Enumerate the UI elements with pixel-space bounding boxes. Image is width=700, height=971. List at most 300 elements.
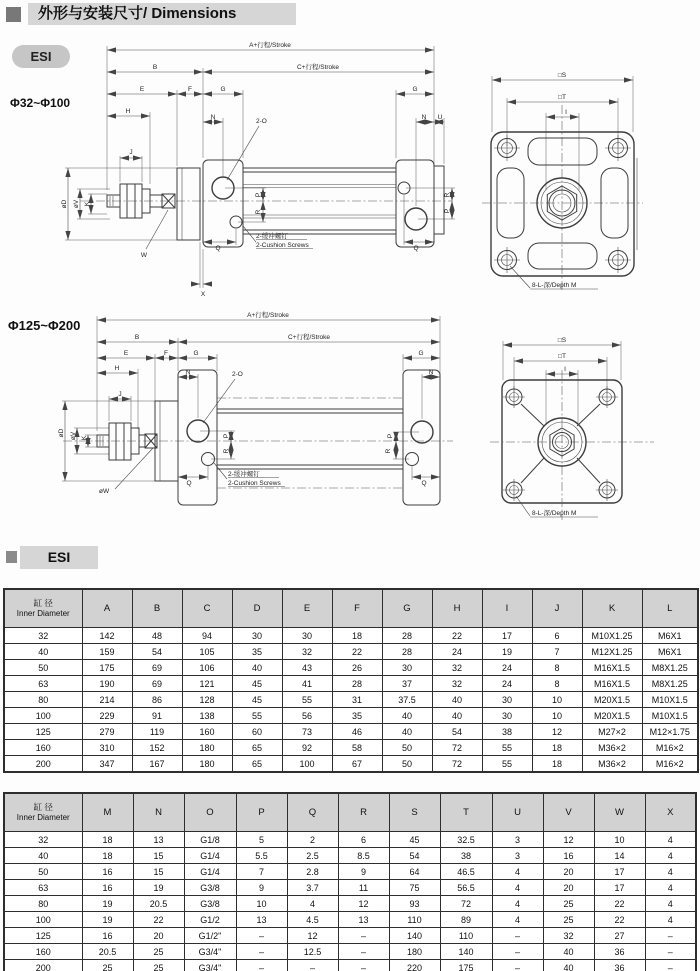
dimension-cell: 55: [232, 708, 282, 724]
dimension-cell: 40: [232, 660, 282, 676]
dimension-cell: M36×2: [582, 740, 642, 756]
cushion-note-cn: 2-缓冲螺钉: [256, 233, 288, 240]
dimension-cell: 32: [432, 660, 482, 676]
inner-diameter-cell: 63: [4, 676, 82, 692]
dim-label-r: R: [223, 448, 230, 454]
dimension-cell: –: [338, 960, 389, 971]
inner-diameter-cell: 160: [4, 740, 82, 756]
dimension-cell: 40: [382, 724, 432, 740]
dimension-cell: 28: [332, 676, 382, 692]
dimension-cell: 38: [440, 848, 492, 864]
dimension-cell: 16: [82, 928, 133, 944]
dimension-cell: 26: [332, 660, 382, 676]
dim-label-ow: øW: [99, 488, 110, 495]
cushion-note-cn: 2-缓冲螺钉: [228, 471, 260, 478]
dimension-cell: 32.5: [440, 832, 492, 848]
dim-label-q: Q: [186, 480, 192, 487]
dimension-cell: 10: [532, 692, 582, 708]
column-header: J: [532, 589, 582, 628]
table-row: [4, 960, 696, 971]
dimension-cell: 41: [282, 676, 332, 692]
page-title: 外形与安装尺寸/ Dimensions: [28, 3, 296, 25]
section-title-esi: ESI: [20, 546, 98, 569]
dimension-cell: 10: [532, 708, 582, 724]
dimension-cell: 37.5: [382, 692, 432, 708]
dimension-cell: 229: [82, 708, 132, 724]
dimension-cell: 54: [389, 848, 440, 864]
table-row: [4, 724, 698, 740]
inner-diameter-cell: 80: [4, 896, 82, 912]
dimension-cell: 45: [232, 676, 282, 692]
dimension-cell: –: [236, 944, 287, 960]
dimension-cell: 93: [389, 896, 440, 912]
dimension-cell: 50: [382, 740, 432, 756]
table-row: [4, 740, 698, 756]
column-header: U: [492, 793, 543, 832]
column-header: N: [133, 793, 184, 832]
dimension-cell: G3/4": [184, 944, 236, 960]
dim-label-a-stroke: A+行程/Stroke: [247, 312, 289, 319]
inner-diameter-cell: 200: [4, 960, 82, 971]
dimension-cell: M16X1.5: [582, 660, 642, 676]
dimension-cell: 32: [432, 676, 482, 692]
col-inner-diameter: [4, 589, 82, 628]
dimension-cell: 55: [482, 756, 532, 773]
column-header: E: [282, 589, 332, 628]
flange-outline: [482, 105, 643, 290]
dimension-cell: 310: [82, 740, 132, 756]
flange-body: [491, 132, 634, 276]
inner-diameter-cell: 125: [4, 724, 82, 740]
dimension-cell: –: [645, 944, 696, 960]
dimension-cell: 180: [389, 944, 440, 960]
cushion-note-en: 2-Cushion Screws: [228, 480, 281, 487]
rib-diagonals: [521, 404, 600, 483]
dim-label-g2: G: [412, 86, 418, 93]
rear-end-cap: [396, 160, 434, 247]
column-header: C: [182, 589, 232, 628]
dimension-cell: 9: [236, 880, 287, 896]
dim-label-p: P: [255, 192, 262, 198]
dim-label-n: N: [210, 114, 216, 121]
dimension-cell: 24: [482, 660, 532, 676]
dimension-cell: 40: [432, 708, 482, 724]
dimension-cell: M10X1.25: [582, 628, 642, 644]
inner-diameter-en: Inner Diameter: [16, 608, 70, 618]
dimension-cell: –: [492, 960, 543, 971]
inner-diameter-cell: 50: [4, 864, 82, 880]
table-row: [4, 864, 696, 880]
dimension-cell: G1/2": [184, 928, 236, 944]
dimension-cell: 4: [492, 880, 543, 896]
dim-label-i: I: [564, 366, 566, 373]
column-header: M: [82, 793, 133, 832]
col-inner-diameter: [4, 793, 82, 832]
dimension-cell: –: [645, 960, 696, 971]
dimension-cell: 25: [543, 896, 594, 912]
table-row: [4, 692, 698, 708]
dimension-cell: G1/2: [184, 912, 236, 928]
dimension-cell: 13: [338, 912, 389, 928]
side-view-drawing-small: [60, 38, 460, 303]
dimension-cell: M8X1.25: [642, 676, 698, 692]
dimension-cell: 119: [132, 724, 182, 740]
dimension-cell: 167: [132, 756, 182, 773]
dimension-cell: –: [287, 960, 338, 971]
column-header: G: [382, 589, 432, 628]
dimension-cell: 19: [82, 896, 133, 912]
table-row: [4, 912, 696, 928]
dimension-cell: 86: [132, 692, 182, 708]
dimension-cell: 15: [133, 864, 184, 880]
dimension-cell: 12: [338, 896, 389, 912]
header-row: [4, 589, 698, 628]
dim-label-q2: Q: [413, 245, 419, 252]
rod-nut: [109, 423, 131, 460]
dimension-cell: 89: [440, 912, 492, 928]
dim-label-n: N: [185, 369, 191, 376]
column-header: D: [232, 589, 282, 628]
range-label-large: Φ125~Φ200: [8, 318, 81, 333]
inner-diameter-en: Inner Diameter: [16, 812, 70, 822]
dimension-cell: 18: [82, 848, 133, 864]
table-row: [4, 928, 696, 944]
dimension-cell: 48: [132, 628, 182, 644]
dimension-cell: 110: [440, 928, 492, 944]
dimension-cell: 13: [133, 832, 184, 848]
dimension-cell: 10: [594, 832, 645, 848]
inner-diameter-cell: 32: [4, 628, 82, 644]
dim-label-g: G: [220, 86, 226, 93]
dim-label-r2: R: [385, 448, 392, 454]
dimension-cell: 106: [182, 660, 232, 676]
dimension-cell: 25: [133, 960, 184, 971]
dimension-cell: M16×2: [642, 756, 698, 773]
dimension-cell: 8: [532, 660, 582, 676]
dimension-cell: 69: [132, 676, 182, 692]
dimension-cell: 24: [482, 676, 532, 692]
inner-diameter-cell: 50: [4, 660, 82, 676]
dimension-cell: 7: [236, 864, 287, 880]
table-row: [4, 880, 696, 896]
dimension-cell: 110: [389, 912, 440, 928]
dimension-labels: [61, 40, 451, 298]
table-row: [4, 660, 698, 676]
thread-depth-note: 8-L-深/Depth M: [532, 282, 577, 289]
dimension-cell: 69: [132, 660, 182, 676]
column-header: F: [332, 589, 382, 628]
dim-label-j: J: [129, 149, 133, 156]
dimension-labels: [58, 310, 434, 495]
dimension-cell: 180: [182, 740, 232, 756]
dimension-cell: 65: [232, 740, 282, 756]
dim-label-i: I: [565, 109, 567, 116]
dimension-cell: G1/4: [184, 864, 236, 880]
dimension-cell: 14: [594, 848, 645, 864]
column-header: T: [440, 793, 492, 832]
dimension-cell: 5: [236, 832, 287, 848]
inner-diameter-cell: 100: [4, 708, 82, 724]
dimension-cell: G1/8: [184, 832, 236, 848]
dimension-cell: 142: [82, 628, 132, 644]
thread-depth-note: 8-L-深/Depth M: [532, 510, 577, 517]
dimension-cell: 54: [432, 724, 482, 740]
dimension-cell: 28: [382, 644, 432, 660]
dimension-cell: 35: [232, 644, 282, 660]
column-header: H: [432, 589, 482, 628]
dimension-cell: 8.5: [338, 848, 389, 864]
dimension-cell: 12: [532, 724, 582, 740]
dimension-cell: 64: [389, 864, 440, 880]
dimension-cell: 3: [492, 848, 543, 864]
inner-diameter-cell: 200: [4, 756, 82, 773]
dim-label-j: J: [118, 391, 122, 398]
dimension-cell: G3/8: [184, 896, 236, 912]
dimension-cell: 46: [332, 724, 382, 740]
dim-label-ov: øV: [70, 431, 77, 441]
dimension-cell: 347: [82, 756, 132, 773]
dimension-cell: 72: [432, 756, 482, 773]
dimension-cell: 16: [543, 848, 594, 864]
dimension-cell: G3/8: [184, 880, 236, 896]
dimension-cell: 30: [232, 628, 282, 644]
flange-outline: [490, 370, 654, 520]
dimension-cell: 22: [594, 912, 645, 928]
dimension-cell: 75: [389, 880, 440, 896]
dimension-cell: 12: [287, 928, 338, 944]
series-badge: ESI: [12, 45, 70, 68]
dimension-cell: 4: [645, 912, 696, 928]
dimension-cell: 56.5: [440, 880, 492, 896]
dim-label-square-s: □S: [557, 72, 567, 79]
dim-label-g: G: [193, 350, 199, 357]
dimension-cell: –: [236, 928, 287, 944]
dimension-cell: 37: [382, 676, 432, 692]
dimension-cell: M12X1.25: [582, 644, 642, 660]
dimension-cell: 45: [389, 832, 440, 848]
table-row: [4, 708, 698, 724]
rear-plate: [434, 166, 444, 234]
dimension-cell: 17: [482, 628, 532, 644]
dimension-cell: 2: [287, 832, 338, 848]
dimension-table-a-l: [3, 588, 699, 773]
table-row: [4, 676, 698, 692]
dimension-cell: 67: [332, 756, 382, 773]
dimension-cell: 16: [82, 864, 133, 880]
dim-label-q2: Q: [421, 480, 427, 487]
column-header: X: [645, 793, 696, 832]
dim-label-p2: P: [444, 208, 451, 214]
dimension-cell: 12: [543, 832, 594, 848]
dim-label-w: W: [140, 252, 148, 259]
dimension-cell: 15: [133, 848, 184, 864]
extension-lines: [62, 316, 440, 481]
dimension-cell: 40: [543, 960, 594, 971]
range-label-small: Φ32~Φ100: [10, 96, 71, 110]
dimension-cell: 3.7: [287, 880, 338, 896]
dimension-cell: 2.5: [287, 848, 338, 864]
dimension-cell: 43: [282, 660, 332, 676]
inner-diameter-cell: 32: [4, 832, 82, 848]
column-header: P: [236, 793, 287, 832]
dim-label-square-t: □T: [558, 94, 566, 101]
dimension-cell: 72: [432, 740, 482, 756]
mounting-flange: [177, 168, 200, 240]
dimension-cell: M16×2: [642, 740, 698, 756]
inner-diameter-cell: 100: [4, 912, 82, 928]
header-row: [4, 793, 696, 832]
dimension-cell: 22: [432, 628, 482, 644]
dimension-cell: 140: [389, 928, 440, 944]
dimension-cell: 4: [492, 864, 543, 880]
dimension-cell: 100: [282, 756, 332, 773]
dim-label-a-stroke: A+行程/Stroke: [249, 42, 291, 49]
dimension-cell: G3/4": [184, 960, 236, 971]
dimension-cell: –: [645, 928, 696, 944]
dimension-cell: 92: [282, 740, 332, 756]
dimension-cell: 65: [232, 756, 282, 773]
dimension-cell: 45: [232, 692, 282, 708]
dimension-cell: 73: [282, 724, 332, 740]
inner-diameter-cell: 40: [4, 848, 82, 864]
dimension-cell: 36: [594, 960, 645, 971]
dimension-cell: 175: [440, 960, 492, 971]
dimension-cell: M12×1.75: [642, 724, 698, 740]
dimension-cell: 38: [482, 724, 532, 740]
dimension-cell: 28: [382, 628, 432, 644]
dimension-cell: M20X1.5: [582, 708, 642, 724]
column-header: R: [338, 793, 389, 832]
dim-label-od: øD: [58, 428, 65, 438]
dim-label-c-stroke: C+行程/Stroke: [296, 64, 340, 71]
dimension-cell: 10: [236, 896, 287, 912]
dimension-cell: 50: [382, 756, 432, 773]
dimension-cell: –: [492, 944, 543, 960]
dim-label-e: E: [123, 350, 129, 357]
dimension-cell: 31: [332, 692, 382, 708]
dimension-cell: 94: [182, 628, 232, 644]
inner-diameter-cell: 125: [4, 928, 82, 944]
dim-label-k: K: [81, 435, 88, 441]
dimension-cell: 4.5: [287, 912, 338, 928]
dim-label-n2: N: [428, 369, 434, 376]
dimension-cell: 19: [133, 880, 184, 896]
port-callout: 2-O: [232, 371, 243, 378]
dim-label-h: H: [114, 365, 120, 372]
side-view-drawing-large: [55, 305, 460, 540]
dimension-cell: 55: [482, 740, 532, 756]
dimension-labels: [516, 337, 598, 517]
dimension-cell: 17: [594, 880, 645, 896]
dimension-cell: 159: [82, 644, 132, 660]
dimension-cell: 17: [594, 864, 645, 880]
dimension-cell: G1/4: [184, 848, 236, 864]
dimension-cell: 121: [182, 676, 232, 692]
section-bullet-2: [6, 551, 17, 563]
dimension-cell: M20X1.5: [582, 692, 642, 708]
column-header: B: [132, 589, 182, 628]
dimension-cell: 40: [432, 692, 482, 708]
dimension-cell: 18: [532, 756, 582, 773]
dimension-cell: 13: [236, 912, 287, 928]
corner-bolt-holes: [503, 386, 618, 501]
dimension-cell: 72: [440, 896, 492, 912]
dimension-cell: 7: [532, 644, 582, 660]
dimension-cell: 4: [287, 896, 338, 912]
dimension-cell: 54: [132, 644, 182, 660]
dimension-cell: 22: [594, 896, 645, 912]
dimension-cell: 4: [492, 896, 543, 912]
dim-label-c-stroke: C+行程/Stroke: [287, 334, 331, 341]
dimension-cell: M6X1: [642, 644, 698, 660]
table-body: [4, 832, 696, 971]
dimension-lines: [65, 320, 440, 489]
dimension-cell: 18: [532, 740, 582, 756]
dimension-cell: 16: [82, 880, 133, 896]
dimension-cell: 6: [532, 628, 582, 644]
dimension-cell: 30: [282, 628, 332, 644]
dimension-cell: 2.8: [287, 864, 338, 880]
column-header: Q: [287, 793, 338, 832]
dimension-cell: M16X1.5: [582, 676, 642, 692]
dimension-cell: 160: [182, 724, 232, 740]
dimension-cell: 279: [82, 724, 132, 740]
dimension-cell: M36×2: [582, 756, 642, 773]
dimension-cell: 19: [482, 644, 532, 660]
dimension-cell: 60: [232, 724, 282, 740]
column-header: K: [582, 589, 642, 628]
table-row: [4, 944, 696, 960]
inner-diameter-cell: 160: [4, 944, 82, 960]
relief-slots: [497, 138, 628, 269]
dimension-cell: 18: [82, 832, 133, 848]
dim-label-od: øD: [61, 199, 68, 209]
dimension-cell: 138: [182, 708, 232, 724]
dimension-cell: 9: [338, 864, 389, 880]
dimension-cell: 3: [492, 832, 543, 848]
dimension-cell: 91: [132, 708, 182, 724]
column-header: O: [184, 793, 236, 832]
front-view-drawing-small: [480, 50, 660, 305]
dimension-cell: 19: [82, 912, 133, 928]
column-header: S: [389, 793, 440, 832]
dimension-cell: 30: [482, 708, 532, 724]
dimension-cell: 30: [482, 692, 532, 708]
dimension-cell: 20: [543, 880, 594, 896]
dimension-cell: 35: [332, 708, 382, 724]
dimension-cell: 22: [332, 644, 382, 660]
dimension-cell: 30: [382, 660, 432, 676]
dimension-cell: M27×2: [582, 724, 642, 740]
dimension-cell: –: [492, 928, 543, 944]
column-header: W: [594, 793, 645, 832]
column-header: A: [82, 589, 132, 628]
dim-label-k: K: [84, 201, 91, 207]
dim-label-n2: N: [421, 114, 427, 121]
dimension-cell: 25: [82, 960, 133, 971]
dim-label-square-s: □S: [557, 337, 567, 344]
dim-label-q: Q: [215, 245, 221, 252]
dimension-cell: 20.5: [133, 896, 184, 912]
dimension-cell: 20: [133, 928, 184, 944]
dimension-cell: 18: [332, 628, 382, 644]
table-row: [4, 848, 696, 864]
dimension-cell: 105: [182, 644, 232, 660]
dimension-cell: 11: [338, 880, 389, 896]
dimension-cell: 20.5: [82, 944, 133, 960]
dimension-cell: 180: [182, 756, 232, 773]
dimension-cell: 40: [382, 708, 432, 724]
